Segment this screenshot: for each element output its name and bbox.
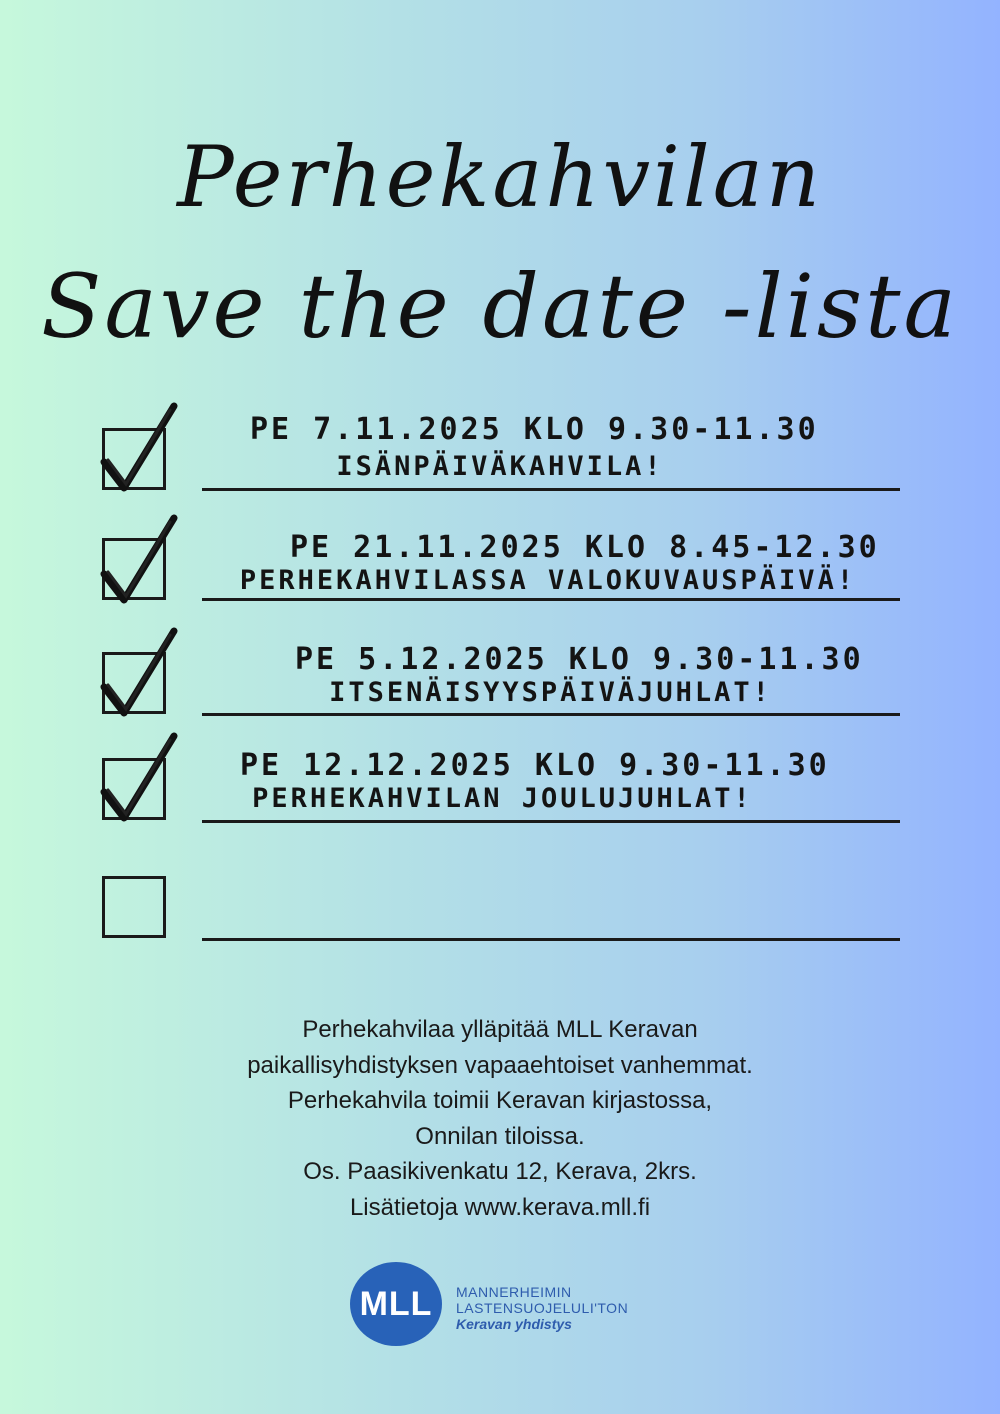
underline-4 bbox=[202, 820, 900, 823]
checkbox-5[interactable] bbox=[102, 876, 166, 938]
event-date-1: PE 7.11.2025 KLO 9.30-11.30 bbox=[250, 412, 819, 447]
event-name-1: ISÄNPÄIVÄKAHVILA! bbox=[336, 451, 664, 482]
logo-line-2: LASTENSUOJELULI'TON bbox=[456, 1300, 629, 1316]
info-line-4: Onnilan tiloissa. bbox=[415, 1122, 585, 1150]
info-text bbox=[0, 1012, 1000, 1225]
event-date-4: PE 12.12.2025 KLO 9.30-11.30 bbox=[240, 748, 830, 783]
info-line-3: Perhekahvila toimii Keravan kirjastossa, bbox=[287, 1087, 713, 1114]
title-line-1: Perhekahvilan bbox=[177, 128, 823, 226]
title-line-2: Save the date -lista bbox=[41, 255, 959, 358]
checkmark-icon bbox=[96, 730, 186, 825]
underline-2 bbox=[202, 598, 900, 601]
checkmark-icon bbox=[96, 400, 186, 495]
info-line-5: Os. Paasikivenkatu 12, Kerava, 2krs. bbox=[303, 1158, 697, 1185]
info-line-6[interactable]: Lisätietoja www.kerava.mll.fi bbox=[349, 1193, 651, 1221]
underline-1 bbox=[202, 488, 900, 491]
logo-line-1: MANNERHEIMIN bbox=[456, 1284, 572, 1300]
event-name-3: ITSENÄISYYSPÄIVÄJUHLAT! bbox=[329, 677, 772, 708]
info-line-2: paikallisyhdistyksen vapaaehtoiset vanhemmat. bbox=[247, 1051, 753, 1079]
checkmark-icon bbox=[96, 625, 186, 720]
logo-line-3: Keravan yhdistys bbox=[456, 1316, 572, 1332]
event-name-4: PERHEKAHVILAN JOULUJUHLAT! bbox=[252, 783, 753, 814]
checkmark-icon bbox=[96, 512, 186, 607]
mll-logo-text bbox=[456, 1284, 628, 1332]
underline-5 bbox=[202, 938, 900, 941]
event-date-2: PE 21.11.2025 KLO 8.45-12.30 bbox=[290, 530, 880, 565]
info-line-1: Perhekahvilaa ylläpitää MLL Keravan bbox=[302, 1016, 698, 1043]
underline-3 bbox=[202, 713, 900, 716]
mll-logo: MLL bbox=[350, 1262, 442, 1346]
event-date-3: PE 5.12.2025 KLO 9.30-11.30 bbox=[295, 642, 864, 677]
event-name-2: PERHEKAHVILASSA VALOKUVAUSPÄIVÄ! bbox=[239, 565, 857, 596]
